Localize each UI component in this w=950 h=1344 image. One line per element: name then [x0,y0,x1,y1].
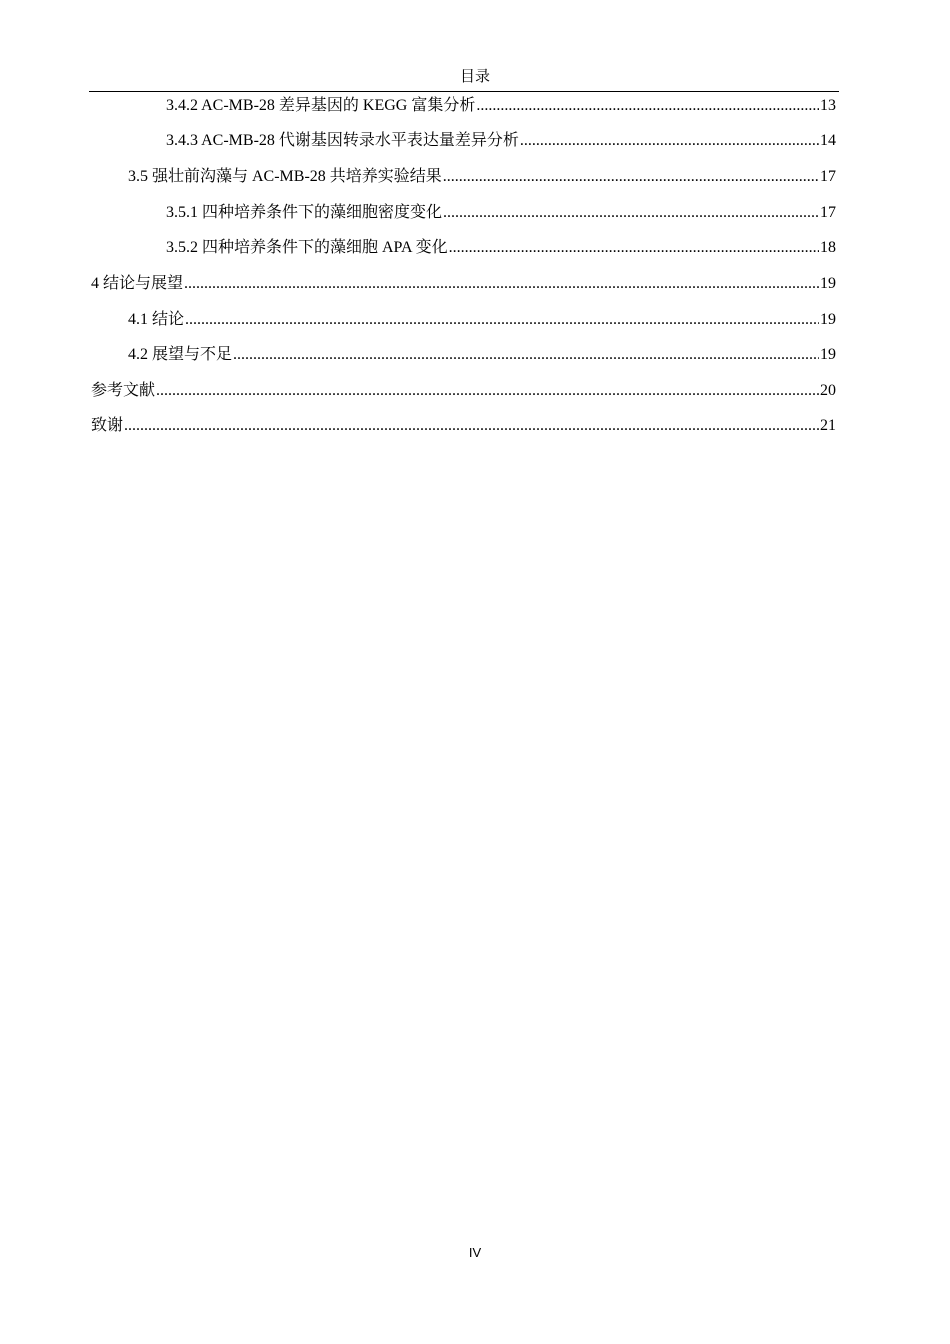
toc-entry-page: 19 [820,346,836,363]
toc-entry-title: 3.5 强壮前沟藻与 AC-MB-28 共培养实验结果 [128,168,442,185]
toc-entry[interactable] [166,129,836,153]
toc-leader-dots [185,308,819,332]
toc-leader-dots [443,165,819,189]
toc-entry-page: 17 [820,204,836,221]
toc-entry-title: 参考文献 [91,382,156,399]
toc-entry-title: 3.5.2 四种培养条件下的藻细胞 APA 变化 [166,239,448,256]
toc-entry-page: 20 [820,382,836,399]
toc-entry[interactable] [128,343,836,367]
header-rule [89,91,839,92]
toc-entry-page: 14 [820,132,836,149]
toc-entry-page: 17 [820,168,836,185]
toc-entry[interactable] [166,94,836,118]
toc-entry[interactable] [91,379,836,403]
toc-entry[interactable] [166,236,836,260]
toc-leader-dots [520,129,819,153]
toc-entry-page: 18 [820,239,836,256]
toc-leader-dots [233,343,819,367]
toc-leader-dots [184,272,819,296]
toc-entry[interactable] [166,201,836,225]
toc-entry-title: 4 结论与展望 [91,275,184,292]
toc-entry-title: 3.4.2 AC-MB-28 差异基因的 KEGG 富集分析 [166,97,476,114]
toc-leader-dots [124,414,819,438]
toc-leader-dots [449,236,819,260]
toc-entry-title: 4.2 展望与不足 [128,346,233,363]
toc-entry-page: 19 [820,311,836,328]
toc-leader-dots [476,94,819,118]
toc-entry-page: 13 [820,97,836,114]
toc-entry-title: 3.5.1 四种培养条件下的藻细胞密度变化 [166,204,443,221]
toc-leader-dots [443,201,819,225]
toc-entry[interactable] [91,272,836,296]
toc-entry-title: 4.1 结论 [128,311,185,328]
toc-entry-page: 21 [820,417,836,434]
toc-entry[interactable] [128,165,836,189]
footer-page-number: IV [468,1245,482,1260]
toc-leader-dots [156,379,819,403]
running-header-title: 目录 [459,69,490,85]
toc-entry[interactable] [128,308,836,332]
toc-entry-title: 致谢 [91,417,124,434]
toc-entry-title: 3.4.3 AC-MB-28 代谢基因转录水平表达量差异分析 [166,132,519,149]
toc-entry[interactable] [91,414,836,438]
toc-entry-page: 19 [820,275,836,292]
